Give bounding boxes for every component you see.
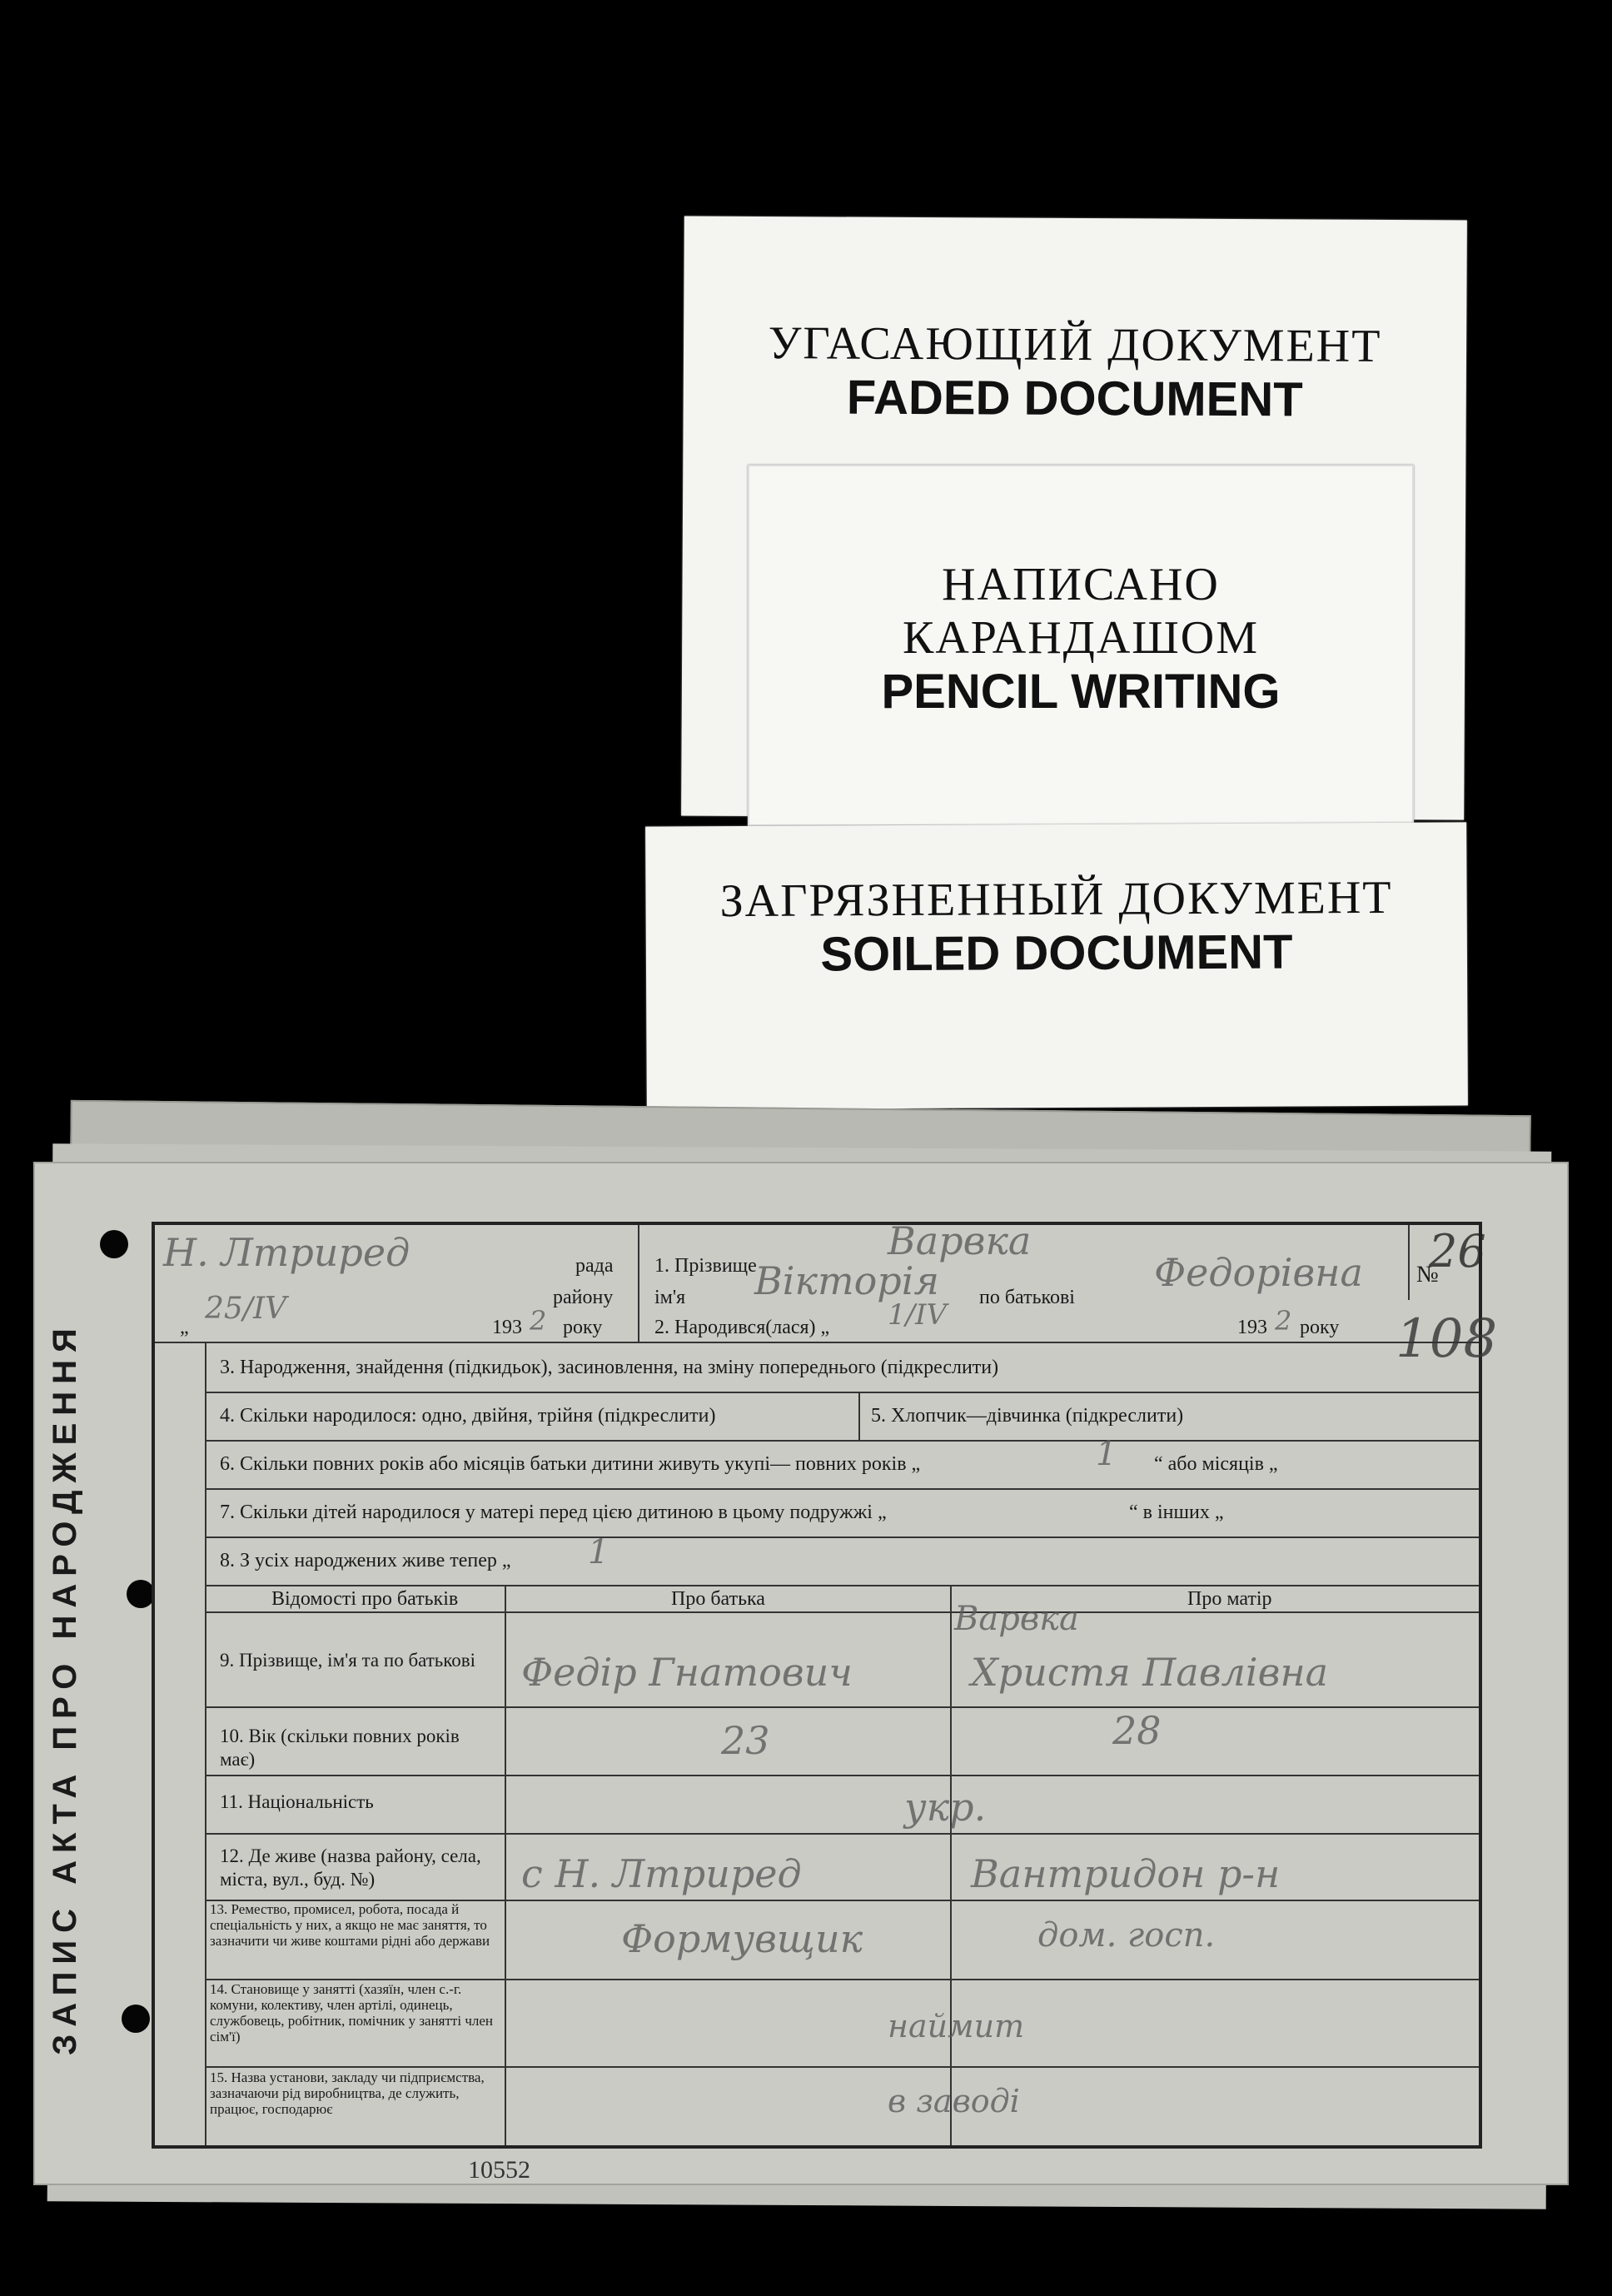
hw-mother-age: 28	[1112, 1708, 1162, 1753]
number-label: №	[1416, 1262, 1439, 1287]
pencil-label-ru-2: КАРАНДАШОМ	[902, 612, 1260, 664]
table-row-line	[205, 1775, 1479, 1776]
title-column-divider	[205, 1342, 206, 2145]
table-row-line	[205, 1833, 1479, 1835]
hw-year-digit: 2	[530, 1305, 547, 1337]
punch-hole-middle	[127, 1580, 155, 1608]
hw-mother-residence: Вантридон р-н	[971, 1851, 1281, 1896]
table-col-mother: Про матір	[1187, 1588, 1272, 1610]
hw-born-date: 1/IV	[888, 1298, 948, 1332]
punch-hole-top	[100, 1230, 128, 1258]
row6-text-b: “ або місяців „	[1154, 1453, 1278, 1475]
row-line	[205, 1585, 1479, 1586]
form-frame	[152, 1218, 1498, 2149]
hw-patronymic: Федорівна	[1154, 1250, 1363, 1295]
table-col-parents: Відомості про батьків	[271, 1588, 459, 1610]
table-col-divider	[950, 1585, 952, 2145]
soiled-label-en: SOILED DOCUMENT	[820, 924, 1293, 982]
row4-text: 4. Скільки народилося: одно, двійня, трійня (підкреслити)	[220, 1405, 716, 1427]
row-line	[205, 1536, 1479, 1538]
hw-father-age: 23	[721, 1718, 770, 1763]
table-header-line	[205, 1611, 1479, 1613]
table-row-line	[205, 2066, 1479, 2068]
rada-label: рада	[575, 1255, 614, 1277]
hw-row14-note: наймит	[888, 2008, 1025, 2044]
number-box-divider	[1408, 1225, 1410, 1300]
year-prefix: 193	[492, 1317, 522, 1338]
soiled-label-ru: ЗАГРЯЗНЕННЫЙ ДОКУМЕНТ	[719, 871, 1393, 928]
hw-mother-surname: Варвка	[954, 1600, 1079, 1638]
pencil-label-ru-1: НАПИСАНО	[942, 559, 1220, 610]
hw-alive-now: 1	[588, 1533, 609, 1571]
hw-nationality: укр.	[904, 1785, 987, 1830]
table-row-line	[205, 1979, 1479, 1980]
header-divider	[638, 1225, 639, 1342]
hw-name: Вікторія	[754, 1258, 939, 1303]
faded-label-en: FADED DOCUMENT	[846, 370, 1303, 427]
soiled-document-card	[645, 822, 1468, 1109]
roku-label: року	[563, 1317, 603, 1338]
row7-text-b: “ в інших „	[1129, 1502, 1224, 1523]
row6-text: 6. Скільки повних років або місяців батьки дитини живуть укупі— повних років „	[220, 1453, 921, 1475]
row8-text: 8. З усіх народжених живе тепер „	[220, 1550, 511, 1571]
row9-label: 9. Прізвище, ім'я та по батькові	[220, 1650, 476, 1671]
row13-label: 13. Ремество, промисел, робота, посада й спеціальність у них, а якщо не має заняття, то зазначити чи живе коштами рідні або держави	[210, 1901, 490, 1949]
faded-label-ru: УГАСАЮЩИЙ ДОКУМЕНТ	[768, 317, 1382, 372]
row15-label: 15. Назва установи, закладу чи підприємства, зазначаючи рід виробництва, де служить, працює, господарює	[210, 2069, 485, 2117]
hw-record-number: 26	[1429, 1225, 1486, 1277]
pencil-label-en: PENCIL WRITING	[881, 665, 1281, 719]
hw-row15-note: в заводі	[888, 2083, 1020, 2119]
row-line	[205, 1440, 1479, 1442]
hw-father-name: Федір Гнатович	[521, 1650, 853, 1695]
punch-hole-bottom	[122, 2005, 150, 2033]
birth-record-form	[33, 1162, 1569, 2185]
born-year-prefix: 193	[1237, 1317, 1267, 1338]
row-line	[205, 1488, 1479, 1490]
table-col-divider	[505, 1585, 506, 2145]
row14-label: 14. Становище у занятті (хазяїн, член с.-г. комуни, колективу, член артілі, одинець, службовець, робітник, помічник у занятті член сім'ї)	[210, 1981, 493, 2044]
row3-text: 3. Народження, знайдення (підкидьок), засиновлення, на зміну попереднього (підкреслити)	[220, 1357, 999, 1378]
table-row-line	[205, 1706, 1479, 1708]
hw-years-together: 1	[1096, 1435, 1117, 1473]
hw-born-year: 2	[1275, 1305, 1292, 1337]
row5-text: 5. Хлопчик—дівчинка (підкреслити)	[871, 1405, 1184, 1427]
row12-label: 12. Де живе (назва району, села, міста, вул., буд. №)	[220, 1845, 481, 1890]
born-roku-label: року	[1300, 1317, 1340, 1338]
raionu-label: району	[553, 1287, 614, 1308]
row11-label: 11. Національність	[220, 1791, 374, 1812]
row10-label: 10. Вік (скільки повних років має)	[220, 1726, 460, 1770]
table-col-father: Про батька	[671, 1588, 765, 1610]
row-line	[205, 1392, 1479, 1393]
day-mark: „	[180, 1317, 189, 1338]
pencil-writing-card	[748, 465, 1414, 826]
row4-divider	[858, 1392, 860, 1440]
hw-margin-number: 108	[1396, 1308, 1498, 1370]
hw-date: 25/IV	[205, 1292, 287, 1326]
row7-text: 7. Скільки дітей народилося у матері перед цією дитиною в цьому подружжі „	[220, 1502, 887, 1523]
hw-surname: Варвка	[888, 1218, 1032, 1263]
hw-father-residence: с Н. Лтриред	[521, 1851, 802, 1896]
archive-stamp-number: 10552	[468, 2156, 530, 2184]
hw-rada-place: Н. Лтриред	[163, 1230, 410, 1275]
born-label: 2. Народився(лася) „	[654, 1317, 830, 1338]
surname-label: 1. Прізвище	[654, 1255, 757, 1277]
vertical-form-title: ЗАПИС АКТА ПРО НАРОДЖЕННЯ	[47, 1321, 83, 2055]
header-bottom-line	[155, 1342, 1479, 1343]
patronymic-label: по батькові	[979, 1287, 1075, 1308]
hw-mother-occupation: дом. госп.	[1037, 1916, 1216, 1955]
hw-mother-name: Христя Павлівна	[971, 1650, 1329, 1695]
hw-father-occupation: Формувщик	[621, 1916, 863, 1961]
name-label: ім'я	[654, 1287, 686, 1308]
